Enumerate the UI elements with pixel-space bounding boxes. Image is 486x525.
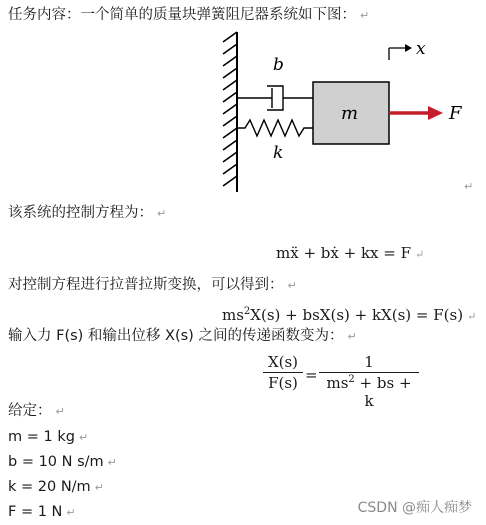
spring bbox=[237, 120, 313, 136]
transfer-rhs-fraction bbox=[319, 353, 419, 410]
rhs-den-a: ms bbox=[326, 374, 349, 392]
mass-spring-damper-figure bbox=[215, 30, 475, 195]
laplace-eq-part2: X(s) + bsX(s) + kX(s) = F(s) bbox=[250, 306, 464, 324]
watermark: CSDN @痴人痴梦 bbox=[357, 500, 472, 516]
force-arrow-head bbox=[428, 106, 443, 120]
rhs-den-exponent: 2 bbox=[348, 374, 355, 385]
paragraph-mark: ↵ bbox=[66, 506, 76, 519]
given-item-text: b = 10 N s/m bbox=[8, 454, 104, 470]
task-line bbox=[8, 6, 369, 25]
fraction-bar bbox=[319, 372, 419, 373]
paragraph-mark: ↵ bbox=[287, 279, 297, 292]
paragraph-mark: ↵ bbox=[464, 180, 474, 193]
displacement-arrow-head bbox=[405, 44, 412, 52]
laplace-intro bbox=[8, 276, 297, 295]
given-item-text: F = 1 N bbox=[8, 504, 63, 520]
transfer-lhs-numerator: X(s) bbox=[267, 353, 299, 371]
given-item bbox=[8, 478, 104, 497]
label-x: x bbox=[416, 39, 426, 59]
paragraph-mark: ↵ bbox=[78, 431, 89, 444]
paragraph-mark: ↵ bbox=[157, 207, 167, 220]
label-k: k bbox=[273, 143, 284, 163]
laplace-equation bbox=[222, 303, 476, 326]
transfer-rhs-denominator bbox=[319, 374, 419, 410]
paragraph-mark: ↵ bbox=[55, 405, 65, 418]
label-F: F bbox=[449, 103, 462, 124]
transfer-lhs-denominator: F(s) bbox=[268, 374, 298, 392]
paragraph-mark: ↵ bbox=[347, 330, 357, 343]
laplace-eq-exponent: 2 bbox=[243, 306, 251, 317]
control-eq-intro bbox=[8, 204, 166, 223]
paragraph-mark: ↵ bbox=[107, 456, 117, 469]
transfer-intro-text: 输入力 F(s) 和输出位移 X(s) 之间的传递函数变为： bbox=[8, 328, 344, 344]
label-b: b bbox=[273, 55, 284, 75]
paragraph-mark: ↵ bbox=[415, 248, 425, 261]
rhs-den-b: + bs + k bbox=[354, 374, 412, 410]
wall-hatching bbox=[223, 32, 237, 186]
displacement-indicator bbox=[389, 48, 407, 60]
given-label bbox=[8, 402, 65, 421]
transfer-lhs-fraction bbox=[263, 353, 303, 392]
paragraph-mark: ↵ bbox=[360, 9, 370, 22]
label-m: m bbox=[341, 103, 359, 124]
control-equation bbox=[276, 244, 424, 264]
given-item bbox=[8, 428, 88, 447]
laplace-eq-part1: ms bbox=[222, 306, 244, 324]
fraction-bar bbox=[263, 372, 303, 373]
laplace-intro-text: 对控制方程进行拉普拉斯变换，可以得到： bbox=[8, 277, 284, 293]
transfer-intro bbox=[8, 327, 357, 346]
damper bbox=[237, 86, 313, 110]
paragraph-mark: ↵ bbox=[467, 310, 477, 323]
given-label-text: 给定： bbox=[8, 403, 52, 419]
transfer-rhs-numerator: 1 bbox=[364, 353, 374, 371]
given-item-text: k = 20 N/m bbox=[8, 479, 91, 495]
task-text: 任务内容：一个简单的质量块弹簧阻尼器系统如下图： bbox=[8, 7, 356, 23]
given-item bbox=[8, 503, 76, 522]
given-item-text: m = 1 kg bbox=[8, 429, 75, 445]
given-item bbox=[8, 453, 117, 472]
transfer-equals: = bbox=[305, 366, 318, 384]
control-eq-intro-text: 该系统的控制方程为： bbox=[8, 205, 153, 221]
control-equation-text: mẍ + bẋ + kx = F bbox=[276, 244, 412, 262]
paragraph-mark: ↵ bbox=[94, 481, 104, 494]
